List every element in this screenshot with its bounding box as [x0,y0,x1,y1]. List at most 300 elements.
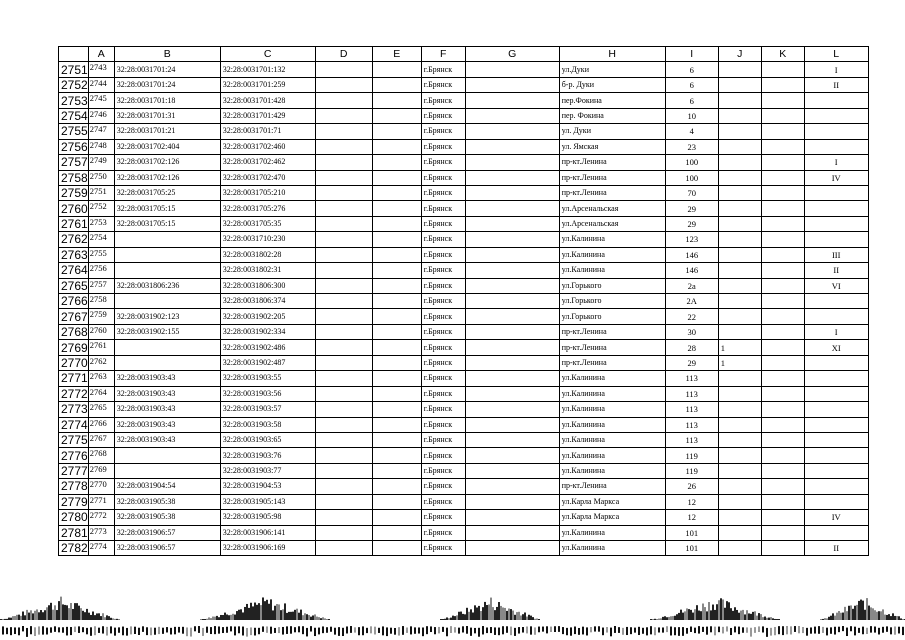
cell-h: пер.Фокина [559,93,665,108]
table-row [59,139,869,154]
cell-i: 100 [665,155,718,170]
cell-k [761,494,804,509]
cell-e [372,77,421,92]
row-number: 2766 [59,294,89,309]
cell-e [372,340,421,355]
cell-g [465,402,559,417]
cell-a: 2763 [88,371,114,386]
cell-e [372,124,421,139]
cell-h: пер. Фокина [559,108,665,123]
cell-f: г.Брянск [421,294,465,309]
cell-h: ул.Калинина [559,386,665,401]
row-number: 2755 [59,124,89,139]
cell-g [465,170,559,185]
table-row [59,247,869,262]
cell-l: II [804,263,868,278]
cell-b: 32:28:0031806:236 [114,278,220,293]
cell-h: пр-кт.Ленина [559,324,665,339]
cell-b [114,340,220,355]
row-number: 2764 [59,263,89,278]
row-number: 2771 [59,371,89,386]
cell-l [804,463,868,478]
row-number: 2775 [59,432,89,447]
cell-l: I [804,62,868,77]
cell-c: 32:28:0031903:65 [220,432,315,447]
cell-l [804,201,868,216]
cell-j [718,309,761,324]
column-header-k: K [761,47,804,62]
cell-b: 32:28:0031906:57 [114,525,220,540]
cell-c: 32:28:0031701:428 [220,93,315,108]
cell-l [804,432,868,447]
row-number: 2780 [59,510,89,525]
cell-b [114,263,220,278]
cell-f: г.Брянск [421,185,465,200]
cell-g [465,371,559,386]
table-row [59,494,869,509]
cell-k [761,263,804,278]
cell-c: 32:28:0031904:53 [220,479,315,494]
cell-c: 32:28:0031702:460 [220,139,315,154]
column-header-g: G [465,47,559,62]
cell-k [761,170,804,185]
row-number: 2778 [59,479,89,494]
table-row [59,232,869,247]
cell-i: 113 [665,432,718,447]
cell-k [761,432,804,447]
cell-e [372,324,421,339]
cell-d [315,62,372,77]
row-number: 2777 [59,463,89,478]
table-row [59,324,869,339]
cell-e [372,371,421,386]
cell-c: 32:28:0031806:374 [220,294,315,309]
cell-b: 32:28:0031904:54 [114,479,220,494]
column-header-j: J [718,47,761,62]
cell-f: г.Брянск [421,355,465,370]
cell-d [315,93,372,108]
cell-g [465,201,559,216]
table-row [59,124,869,139]
cell-c: 32:28:0031902:486 [220,340,315,355]
cell-d [315,417,372,432]
row-number: 2770 [59,355,89,370]
cell-g [465,463,559,478]
cell-f: г.Брянск [421,371,465,386]
cell-b: 32:28:0031702:126 [114,155,220,170]
cell-k [761,402,804,417]
cell-d [315,155,372,170]
cell-i: 23 [665,139,718,154]
cell-j: 1 [718,355,761,370]
cell-l [804,448,868,463]
cell-i: 119 [665,448,718,463]
cell-b: 32:28:0031701:24 [114,77,220,92]
cell-j [718,510,761,525]
table-row [59,93,869,108]
cell-a: 2753 [88,216,114,231]
cell-l: XI [804,340,868,355]
cell-k [761,463,804,478]
cell-i: 12 [665,494,718,509]
cell-a: 2757 [88,278,114,293]
cell-c: 32:28:0031806:300 [220,278,315,293]
cell-e [372,62,421,77]
cell-i: 6 [665,93,718,108]
cell-h: ул.Калинина [559,232,665,247]
cell-l [804,525,868,540]
row-number: 2759 [59,185,89,200]
cell-k [761,448,804,463]
cell-a: 2769 [88,463,114,478]
cell-e [372,355,421,370]
cell-g [465,216,559,231]
cell-j [718,201,761,216]
cell-g [465,417,559,432]
cell-k [761,510,804,525]
cell-d [315,309,372,324]
cell-d [315,324,372,339]
cell-b: 32:28:0031702:404 [114,139,220,154]
cell-a: 2751 [88,185,114,200]
column-header-h: H [559,47,665,62]
table-row [59,216,869,231]
cell-c: 32:28:0031903:55 [220,371,315,386]
cell-c: 32:28:0031701:429 [220,108,315,123]
cell-b [114,448,220,463]
cell-l [804,124,868,139]
cell-e [372,525,421,540]
cell-d [315,510,372,525]
cell-k [761,155,804,170]
cell-j [718,402,761,417]
table-row [59,371,869,386]
table-row [59,355,869,370]
cell-h: ул.Арсенальская [559,201,665,216]
cell-k [761,355,804,370]
table-row [59,155,869,170]
cell-j [718,479,761,494]
cell-g [465,232,559,247]
cell-k [761,77,804,92]
cell-i: 26 [665,479,718,494]
cell-h: ул.Калинина [559,371,665,386]
cell-b [114,355,220,370]
cell-e [372,309,421,324]
cell-d [315,185,372,200]
cell-a: 2749 [88,155,114,170]
cell-b: 32:28:0031705:25 [114,185,220,200]
table-row [59,386,869,401]
row-number: 2756 [59,139,89,154]
cell-j [718,216,761,231]
column-header-f: F [421,47,465,62]
cell-i: 146 [665,247,718,262]
cell-c: 32:28:0031802:31 [220,263,315,278]
cell-f: г.Брянск [421,77,465,92]
cell-f: г.Брянск [421,494,465,509]
cell-e [372,93,421,108]
cell-d [315,108,372,123]
cell-g [465,355,559,370]
cell-g [465,263,559,278]
table-row [59,77,869,92]
cell-k [761,232,804,247]
cell-j [718,139,761,154]
cell-f: г.Брянск [421,278,465,293]
cell-b: 32:28:0031905:38 [114,510,220,525]
spreadsheet-table [58,46,869,556]
table-body [59,62,869,556]
cell-f: г.Брянск [421,309,465,324]
cell-f: г.Брянск [421,510,465,525]
cell-d [315,139,372,154]
row-number: 2762 [59,232,89,247]
cell-h: пр-кт.Ленина [559,155,665,170]
cell-k [761,386,804,401]
cell-e [372,402,421,417]
cell-a: 2745 [88,93,114,108]
cell-g [465,448,559,463]
cell-d [315,386,372,401]
cell-i: 100 [665,170,718,185]
cell-l: II [804,77,868,92]
cell-k [761,247,804,262]
cell-f: г.Брянск [421,386,465,401]
cell-b [114,294,220,309]
cell-k [761,294,804,309]
row-number: 2773 [59,402,89,417]
cell-c: 32:28:0031701:71 [220,124,315,139]
cell-h: ул.Калинина [559,417,665,432]
cell-b: 32:28:0031701:18 [114,93,220,108]
table-row [59,185,869,200]
cell-d [315,432,372,447]
cell-a: 2756 [88,263,114,278]
cell-j [718,62,761,77]
cell-f: г.Брянск [421,263,465,278]
table-row [59,432,869,447]
cell-j [718,294,761,309]
cell-l: IV [804,510,868,525]
cell-j [718,93,761,108]
cell-l [804,417,868,432]
row-number: 2767 [59,309,89,324]
cell-h: ул.Калинина [559,432,665,447]
cell-j [718,278,761,293]
table-row [59,340,869,355]
cell-e [372,170,421,185]
cell-l: VI [804,278,868,293]
cell-f: г.Брянск [421,108,465,123]
cell-d [315,371,372,386]
cell-l: IV [804,170,868,185]
cell-f: г.Брянск [421,541,465,556]
cell-h: пр-кт.Ленина [559,185,665,200]
cell-l [804,371,868,386]
cell-i: 70 [665,185,718,200]
column-header-row [59,47,869,62]
cell-d [315,170,372,185]
cell-j [718,170,761,185]
cell-b: 32:28:0031902:123 [114,309,220,324]
cell-g [465,77,559,92]
cell-h: ул.Калинина [559,541,665,556]
cell-l: II [804,541,868,556]
cell-i: 113 [665,402,718,417]
cell-a: 2754 [88,232,114,247]
table-row [59,479,869,494]
cell-d [315,479,372,494]
cell-f: г.Брянск [421,170,465,185]
cell-d [315,340,372,355]
cell-k [761,108,804,123]
cell-c: 32:28:0031705:35 [220,216,315,231]
cell-i: 30 [665,324,718,339]
cell-h: ул.Арсенальская [559,216,665,231]
cell-j [718,324,761,339]
cell-j [718,247,761,262]
cell-c: 32:28:0031701:132 [220,62,315,77]
cell-c: 32:28:0031705:210 [220,185,315,200]
cell-i: 22 [665,309,718,324]
cell-c: 32:28:0031702:462 [220,155,315,170]
cell-a: 2765 [88,402,114,417]
cell-d [315,494,372,509]
cell-j [718,232,761,247]
cell-f: г.Брянск [421,62,465,77]
cell-h: ул.Горького [559,309,665,324]
cell-k [761,62,804,77]
cell-k [761,201,804,216]
cell-h: ул.Калинина [559,263,665,278]
cell-h: ул.Калинина [559,402,665,417]
cell-i: 10 [665,108,718,123]
column-header-corner [59,47,89,62]
cell-l [804,309,868,324]
table-row [59,525,869,540]
cell-c: 32:28:0031710:230 [220,232,315,247]
cell-e [372,494,421,509]
table-row [59,62,869,77]
cell-a: 2759 [88,309,114,324]
table-row [59,170,869,185]
cell-h: пр-кт.Ленина [559,340,665,355]
cell-e [372,247,421,262]
cell-d [315,77,372,92]
row-number: 2779 [59,494,89,509]
column-header-i: I [665,47,718,62]
cell-j [718,124,761,139]
cell-a: 2758 [88,294,114,309]
row-number: 2763 [59,247,89,262]
cell-b: 32:28:0031903:43 [114,371,220,386]
cell-f: г.Брянск [421,324,465,339]
cell-h: ул.Дуки [559,62,665,77]
cell-g [465,510,559,525]
cell-d [315,402,372,417]
table-row [59,510,869,525]
cell-l [804,294,868,309]
cell-h: пр-кт.Ленина [559,479,665,494]
column-header-b: B [114,47,220,62]
cell-a: 2772 [88,510,114,525]
cell-g [465,432,559,447]
cell-c: 32:28:0031903:56 [220,386,315,401]
cell-e [372,108,421,123]
cell-l: III [804,247,868,262]
cell-a: 2750 [88,170,114,185]
cell-f: г.Брянск [421,402,465,417]
cell-j [718,417,761,432]
cell-e [372,448,421,463]
column-header-l: L [804,47,868,62]
cell-c: 32:28:0031902:334 [220,324,315,339]
cell-j [718,371,761,386]
cell-c: 32:28:0031902:487 [220,355,315,370]
cell-f: г.Брянск [421,201,465,216]
cell-h: ул.Калинина [559,463,665,478]
cell-j [718,185,761,200]
cell-c: 32:28:0031705:276 [220,201,315,216]
cell-f: г.Брянск [421,417,465,432]
cell-c: 32:28:0031903:77 [220,463,315,478]
cell-d [315,541,372,556]
cell-h: ул.Карла Маркса [559,494,665,509]
cell-i: 146 [665,263,718,278]
cell-g [465,494,559,509]
cell-g [465,479,559,494]
cell-j [718,541,761,556]
cell-e [372,201,421,216]
cell-d [315,355,372,370]
cell-d [315,278,372,293]
cell-a: 2768 [88,448,114,463]
cell-a: 2766 [88,417,114,432]
cell-l [804,355,868,370]
cell-g [465,155,559,170]
cell-a: 2755 [88,247,114,262]
cell-b: 32:28:0031702:126 [114,170,220,185]
cell-d [315,216,372,231]
cell-e [372,294,421,309]
cell-k [761,93,804,108]
cell-f: г.Брянск [421,216,465,231]
cell-f: г.Брянск [421,432,465,447]
cell-k [761,371,804,386]
cell-i: 101 [665,541,718,556]
cell-f: г.Брянск [421,232,465,247]
cell-d [315,525,372,540]
cell-c: 32:28:0031802:28 [220,247,315,262]
cell-l [804,216,868,231]
cell-g [465,93,559,108]
column-header-c: C [220,47,315,62]
row-number: 2772 [59,386,89,401]
cell-g [465,247,559,262]
cell-j [718,463,761,478]
cell-a: 2746 [88,108,114,123]
cell-l [804,494,868,509]
cell-j [718,448,761,463]
cell-e [372,185,421,200]
cell-a: 2747 [88,124,114,139]
cell-h: пр-кт.Ленина [559,170,665,185]
row-number: 2765 [59,278,89,293]
cell-e [372,278,421,293]
cell-g [465,108,559,123]
cell-g [465,309,559,324]
